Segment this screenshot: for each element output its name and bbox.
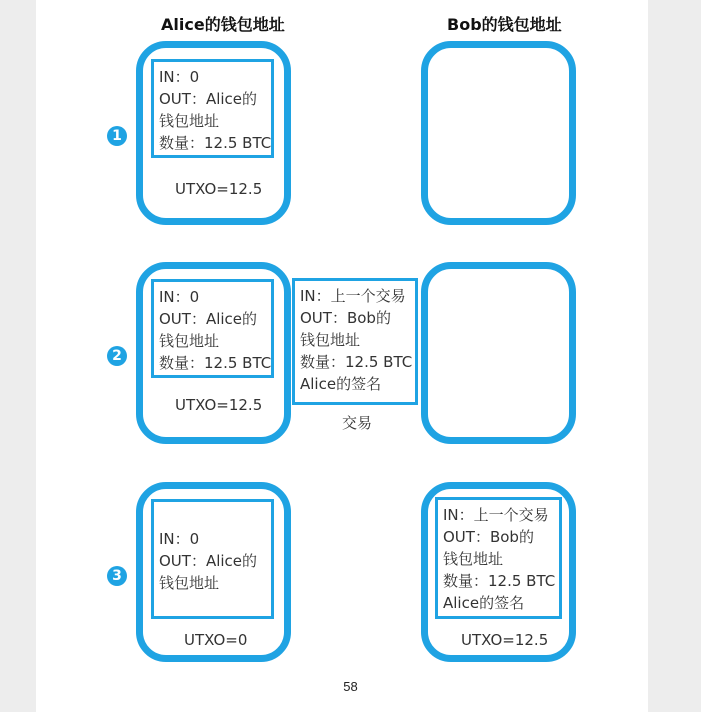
transaction-caption: 交易 — [342, 414, 373, 432]
alice-output-line: 钱包地址 — [159, 332, 220, 350]
alice-utxo-step-1: UTXO=12.5 — [175, 180, 263, 198]
transaction-line: IN：上一个交易 — [300, 287, 406, 305]
alice-output-line: 钱包地址 — [159, 112, 220, 130]
alice-output-line: OUT：Alice的 — [159, 310, 258, 328]
bob-output-line: 钱包地址 — [443, 550, 504, 568]
bob-wallet-step-1 — [421, 41, 576, 225]
alice-utxo-step-2: UTXO=12.5 — [175, 396, 263, 414]
alice-output-step-2 — [151, 279, 274, 378]
alice-output-line: OUT：Alice的 — [159, 552, 258, 570]
bob-output-line: Alice的签名 — [443, 594, 525, 612]
alice-utxo-step-3: UTXO=0 — [184, 631, 248, 649]
bob-output-line: OUT：Bob的 — [443, 528, 534, 546]
step-2-marker: 2 — [107, 346, 127, 366]
bob-output-line: 数量：12.5 BTC — [443, 572, 556, 590]
step-3-marker: 3 — [107, 566, 127, 586]
bob-wallet-step-2 — [421, 262, 576, 444]
transaction-line: 钱包地址 — [300, 331, 361, 349]
alice-output-line: IN：0 — [159, 530, 200, 548]
bob-output-line: IN：上一个交易 — [443, 506, 549, 524]
alice-output-line: IN：0 — [159, 68, 200, 86]
alice-output-line: 数量：12.5 BTC — [159, 354, 272, 372]
alice-output-line: 钱包地址 — [159, 574, 220, 592]
page-number: 58 — [343, 679, 358, 694]
alice-output-step-1 — [151, 59, 274, 158]
alice-output-line: IN：0 — [159, 288, 200, 306]
alice-output-line: 数量：12.5 BTC — [159, 134, 272, 152]
bob-utxo-step-3: UTXO=12.5 — [461, 631, 549, 649]
step-1-marker: 1 — [107, 126, 127, 146]
bob-wallet-header: Bob的钱包地址 — [447, 15, 562, 34]
bob-output-step-3 — [435, 497, 562, 619]
alice-output-line: OUT：Alice的 — [159, 90, 258, 108]
transaction-line: 数量：12.5 BTC — [300, 353, 413, 371]
alice-output-step-3 — [151, 499, 274, 619]
transaction-box — [292, 278, 418, 405]
transaction-line: OUT：Bob的 — [300, 309, 391, 327]
alice-wallet-header: Alice的钱包地址 — [161, 15, 285, 34]
transaction-line: Alice的签名 — [300, 375, 382, 393]
